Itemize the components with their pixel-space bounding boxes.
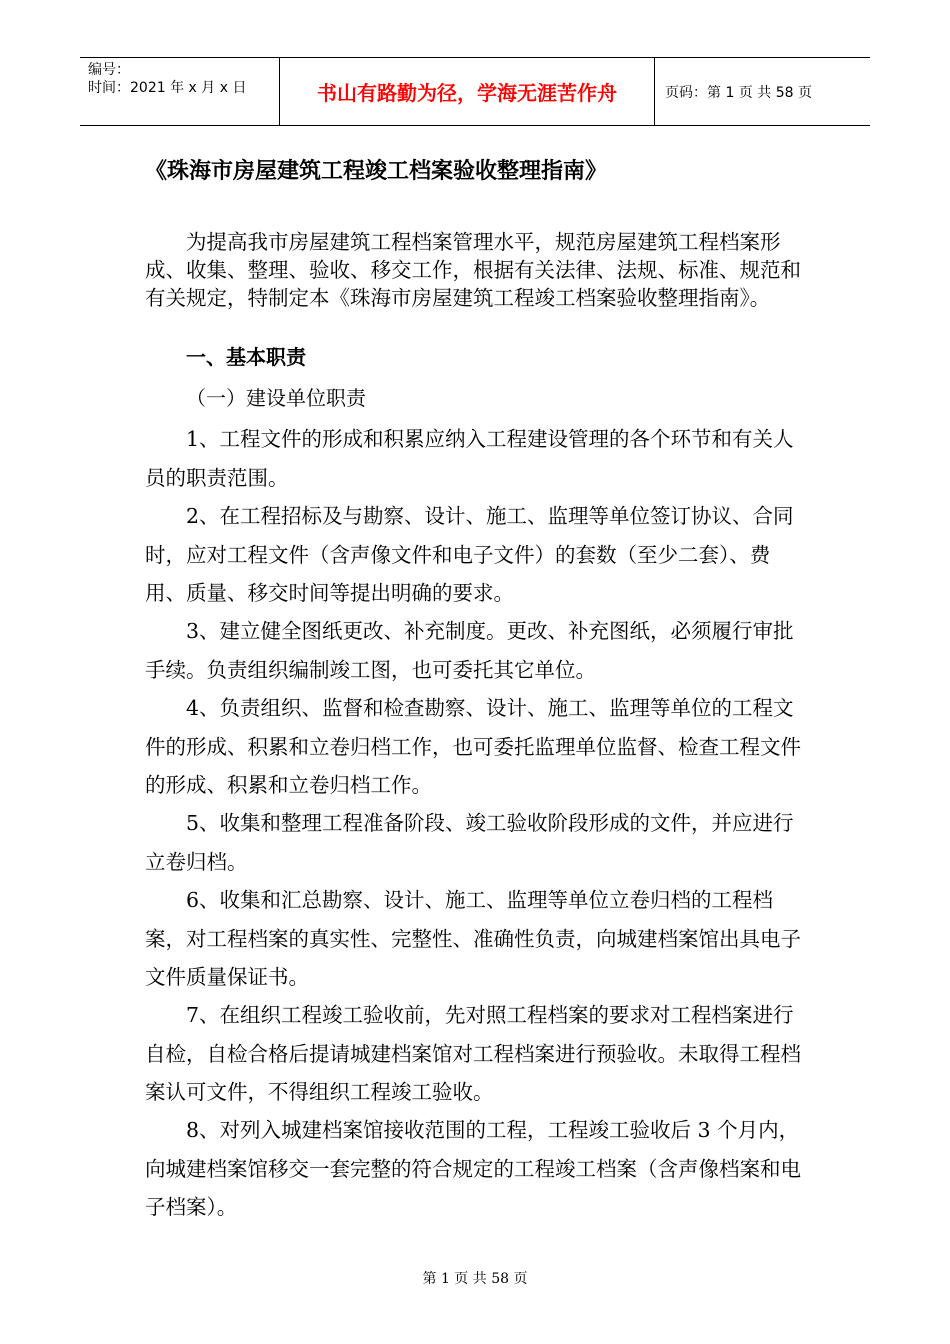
header-page-info: 页码：第 1 页 共 58 页 (665, 84, 812, 101)
list-item: 1、工程文件的形成和积累应纳入工程建设管理的各个环节和有关人员的职责范围。 (145, 427, 794, 490)
list-item: 5、收集和整理工程准备阶段、竣工验收阶段形成的文件，并应进行立卷归档。 (145, 811, 794, 874)
page-footer: 第 1 页 共 58 页 (422, 1271, 528, 1287)
subsection-heading: （一）建设单位职责 (186, 386, 366, 410)
list-item: 2、在工程招标及与勘察、设计、施工、监理等单位签订协议、合同时，应对工程文件（含声像文件和电子文件）的套数（至少二套）、费用、质量、移交时间等提出明确的要求。 (145, 504, 794, 605)
section-heading: 一、基本职责 (186, 345, 306, 369)
list-item: 7、在组织工程竣工验收前，先对照工程档案的要求对工程档案进行自检，自检合格后提请城建档案馆对工程档案进行预验收。未取得工程档案认可文件，不得组织工程竣工验收。 (145, 1003, 801, 1104)
document-number-label: 编号： (88, 62, 130, 78)
list-item: 4、负责组织、监督和检查勘察、设计、施工、监理等单位的工程文件的形成、积累和立卷归档工作，也可委托监理单位监督、检查工程文件的形成、积累和立卷归档工作。 (145, 696, 801, 797)
document-date-label: 时间：2021 年 x 月 x 日 (88, 80, 247, 96)
intro-paragraph: 为提高我市房屋建筑工程档案管理水平，规范房屋建筑工程档案形成、收集、整理、验收、移交工作，根据有关法律、法规、标准、规范和有关规定，特制定本《珠海市房屋建筑工程竣工档案验收整理指南》。 (145, 230, 801, 310)
document-title: 《珠海市房屋建筑工程竣工档案验收整理指南》 (145, 159, 608, 184)
header-motto: 书山有路勤为径，学海无涯苦作舟 (280, 58, 655, 125)
list-item: 6、收集和汇总勘察、设计、施工、监理等单位立卷归档的工程档案，对工程档案的真实性、完整性、准确性负责，向城建档案馆出具电子文件质量保证书。 (145, 888, 801, 989)
header-meta (80, 58, 280, 125)
list-item: 8、对列入城建档案馆接收范围的工程，工程竣工验收后 3 个月内，向城建档案馆移交一套完整的符合规定的工程竣工档案（含声像档案和电子档案）。 (145, 1118, 801, 1219)
list-item: 3、建立健全图纸更改、补充制度。更改、补充图纸，必须履行审批手续。负责组织编制竣工图，也可委托其它单位。 (145, 619, 794, 682)
page-header (80, 57, 870, 126)
